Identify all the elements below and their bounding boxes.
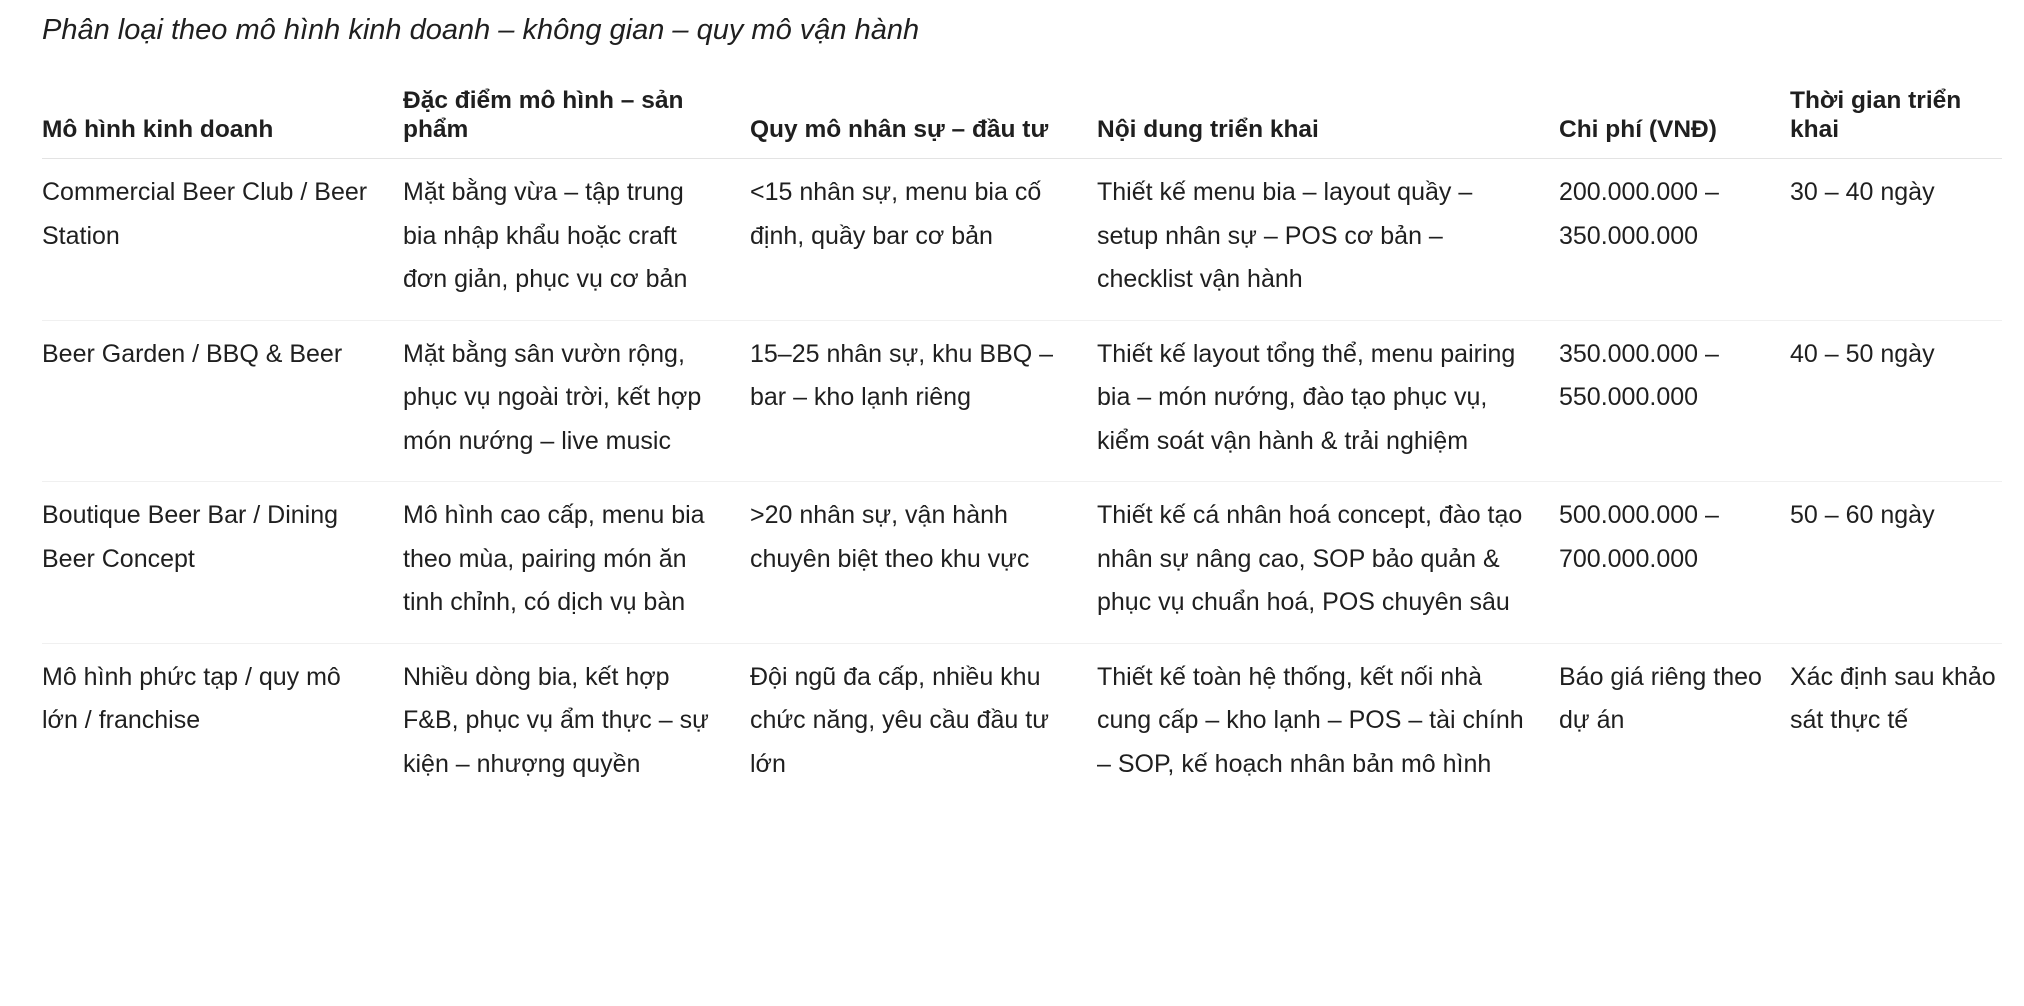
cell-model-characteristics: Nhiều dòng bia, kết hợp F&B, phục vụ ẩm thực – sự kiện – nhượng quyền	[403, 662, 709, 778]
cell-staff-scale: <15 nhân sự, menu bia cố định, quầy bar cơ bản	[750, 159, 1097, 321]
cell-staff-scale: >20 nhân sự, vận hành chuyên biệt theo khu vực	[750, 482, 1097, 644]
cell-implementation-content: Thiết kế layout tổng thể, menu pairing bia – món nướng, đào tạo phục vụ, kiểm soát vận hành & trải nghiệm	[1097, 320, 1559, 482]
header-cost: Chi phí (VNĐ)	[1559, 86, 1790, 159]
cell-cost: 500.000.000 – 700.000.000	[1559, 482, 1790, 644]
business-model-table	[42, 86, 2002, 804]
table-header-row	[42, 86, 2002, 159]
header-model-characteristics: Đặc điểm mô hình – sản phẩm	[403, 86, 750, 159]
cell-business-model: Beer Garden / BBQ & Beer	[42, 320, 403, 482]
cell-cost: 350.000.000 – 550.000.000	[1559, 320, 1790, 482]
cell-model-characteristics: Mô hình cao cấp, menu bia theo mùa, pairing món ăn tinh chỉnh, có dịch vụ bàn	[403, 482, 750, 644]
cell-model-characteristics: Mặt bằng vừa – tập trung bia nhập khẩu hoặc craft đơn giản, phục vụ cơ bản	[403, 159, 750, 321]
cell-business-model: Boutique Beer Bar / Dining Beer Concept	[42, 482, 403, 644]
cell-duration: 50 – 60 ngày	[1790, 482, 2002, 644]
table-row	[42, 320, 2002, 482]
cell-business-model: Mô hình phức tạp / quy mô lớn / franchise	[42, 662, 341, 734]
table-row	[42, 159, 2002, 321]
cell-duration: 40 – 50 ngày	[1790, 320, 2002, 482]
table-row	[42, 482, 2002, 644]
cell-implementation-content: Thiết kế menu bia – layout quầy – setup nhân sự – POS cơ bản – checklist vận hành	[1097, 159, 1559, 321]
cell-implementation-content: Thiết kế toàn hệ thống, kết nối nhà cung cấp – kho lạnh – POS – tài chính – SOP, kế hoạch nhân bản mô hình	[1097, 662, 1524, 778]
header-duration: Thời gian triển khai	[1790, 86, 2002, 159]
header-implementation-content: Nội dung triển khai	[1097, 86, 1559, 159]
header-business-model: Mô hình kinh doanh	[42, 86, 403, 159]
cell-staff-scale: 15–25 nhân sự, khu BBQ – bar – kho lạnh riêng	[750, 320, 1097, 482]
header-staff-scale: Quy mô nhân sự – đầu tư	[750, 86, 1097, 159]
table-row	[42, 643, 2002, 804]
table-caption: Phân loại theo mô hình kinh doanh – không gian – quy mô vận hành	[42, 14, 920, 46]
cell-cost: 200.000.000 – 350.000.000	[1559, 159, 1790, 321]
cell-cost: Báo giá riêng theo dự án	[1559, 662, 1762, 734]
cell-business-model: Commercial Beer Club / Beer Station	[42, 159, 403, 321]
cell-duration: Xác định sau khảo sát thực tế	[1790, 662, 1996, 734]
cell-implementation-content: Thiết kế cá nhân hoá concept, đào tạo nhân sự nâng cao, SOP bảo quản & phục vụ chuẩn hoá, POS chuyên sâu	[1097, 482, 1559, 644]
cell-model-characteristics: Mặt bằng sân vườn rộng, phục vụ ngoài trời, kết hợp món nướng – live music	[403, 320, 750, 482]
cell-duration: 30 – 40 ngày	[1790, 159, 2002, 321]
cell-staff-scale: Đội ngũ đa cấp, nhiều khu chức năng, yêu cầu đầu tư lớn	[750, 662, 1049, 778]
